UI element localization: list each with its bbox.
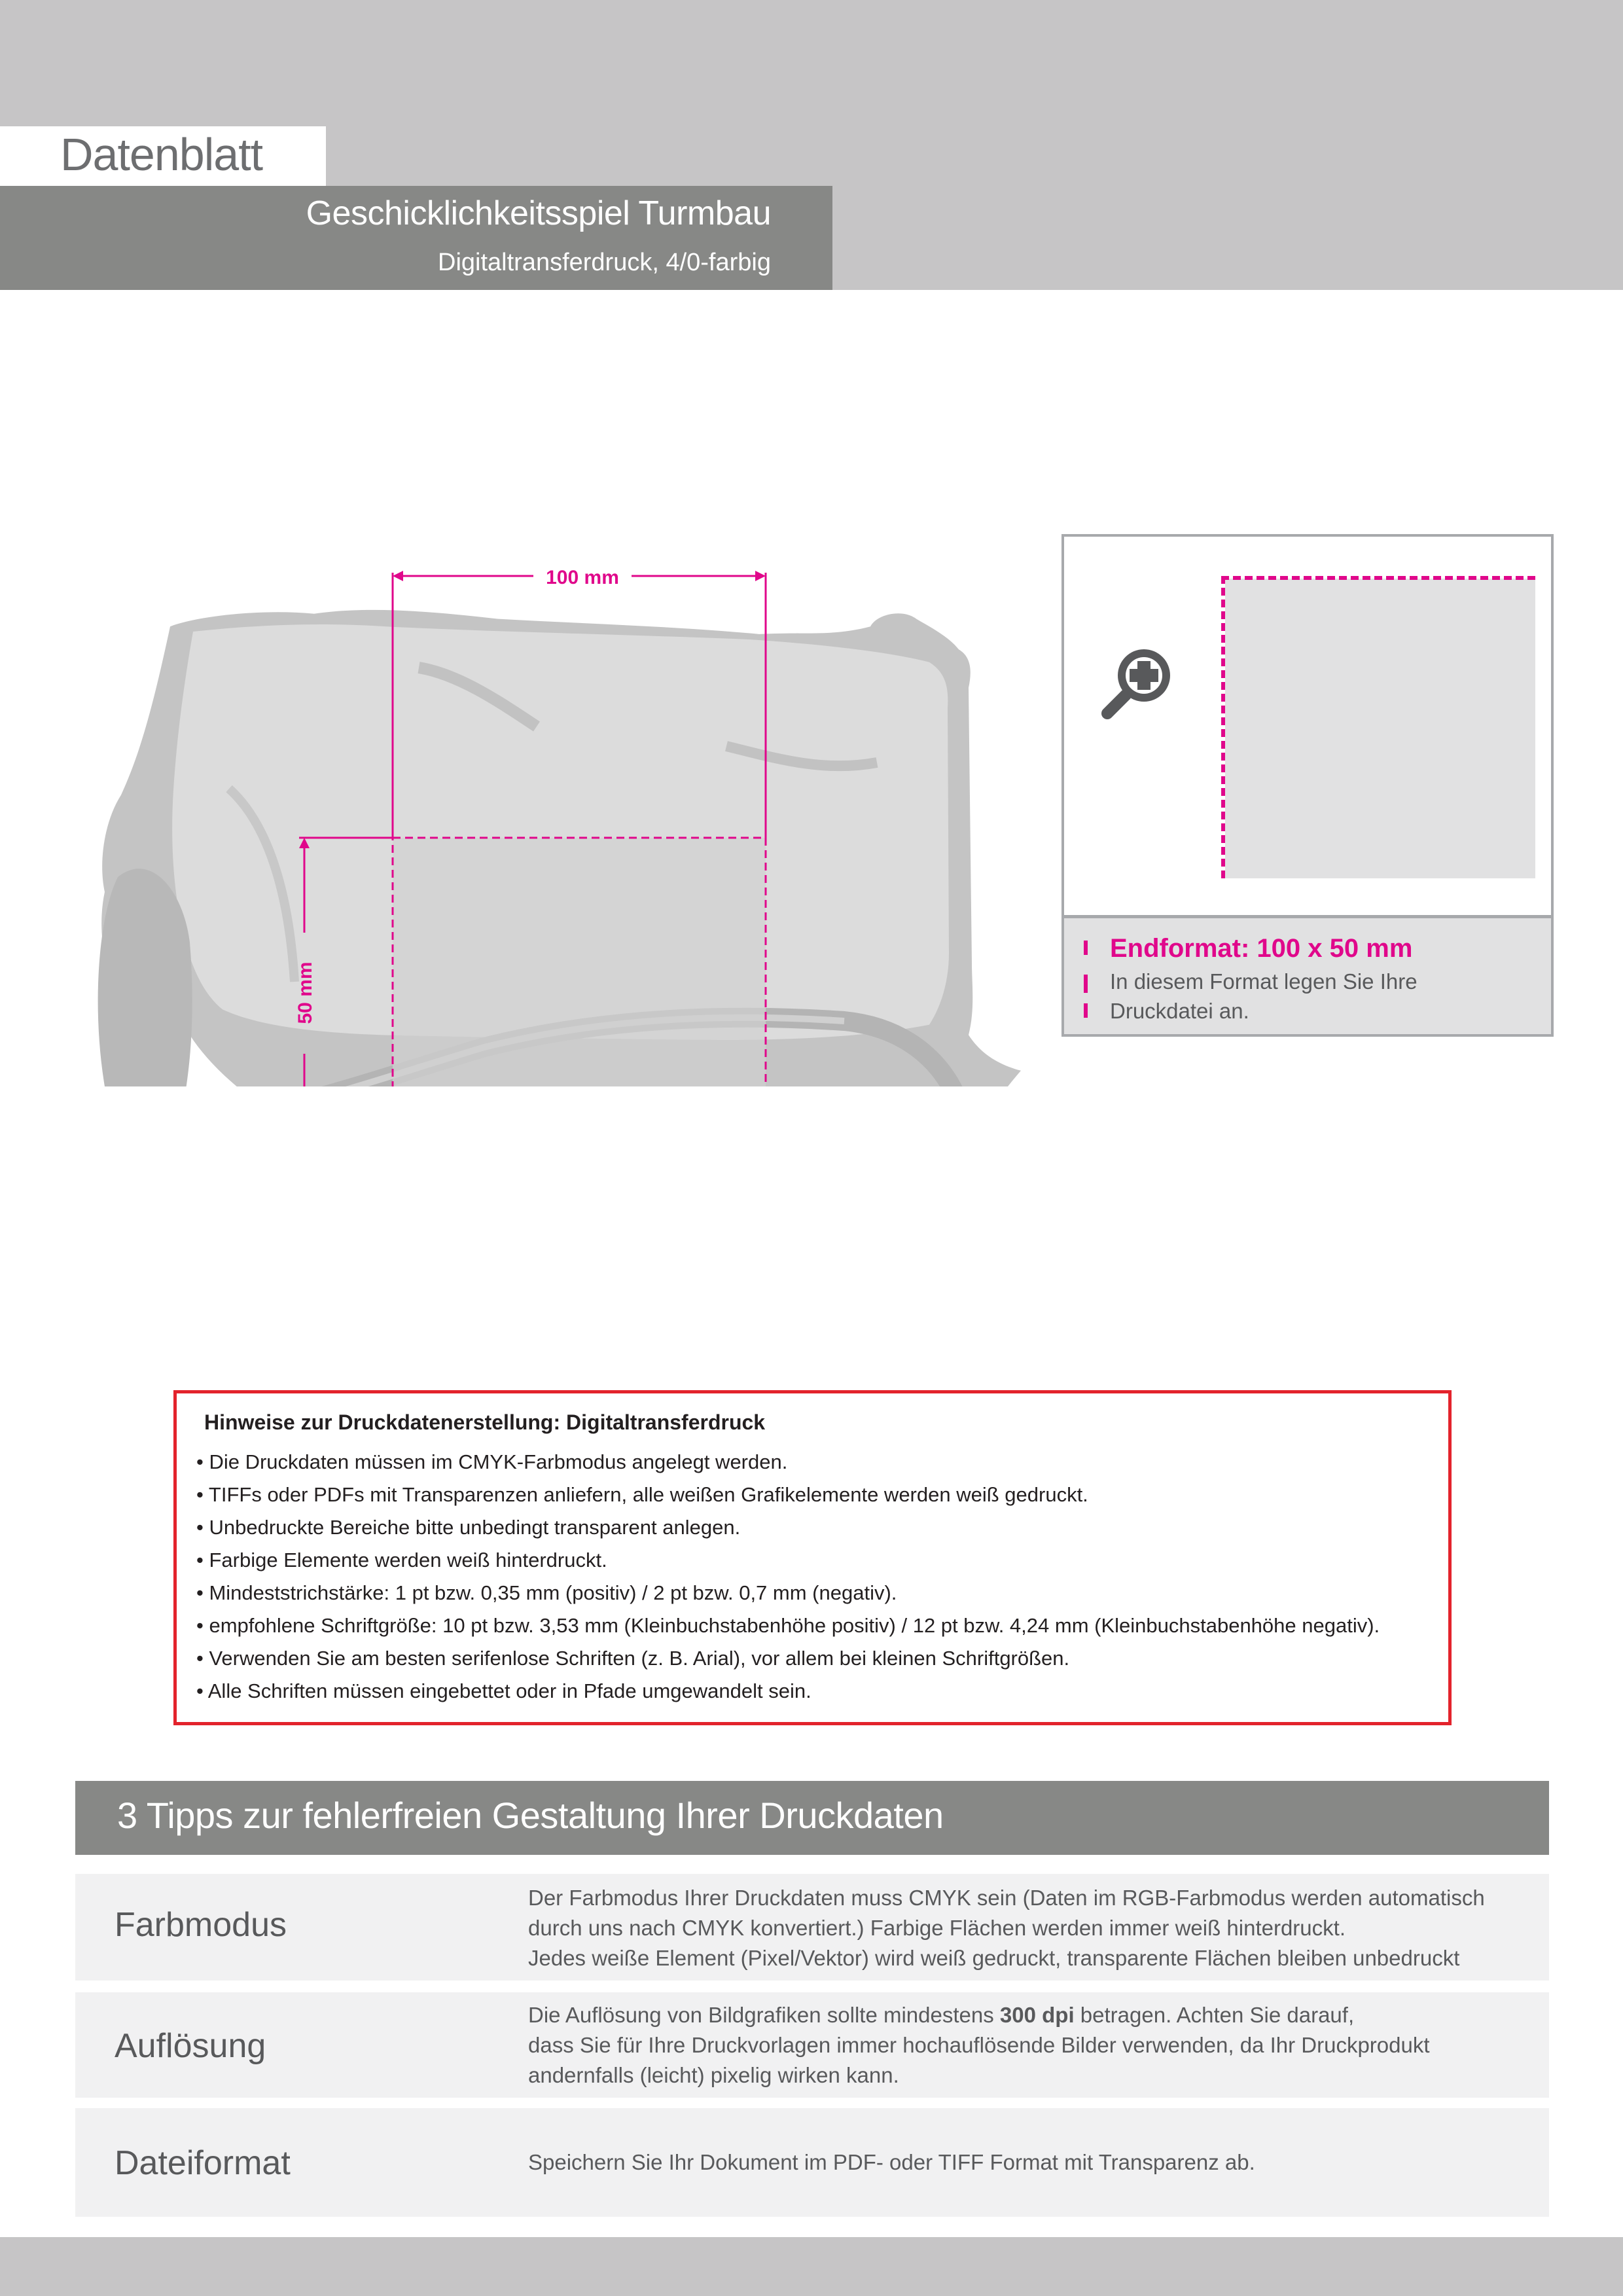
product-illustration bbox=[92, 511, 1034, 1086]
tip-text-line: andernfalls (leicht) pixelig wirken kann. bbox=[528, 2063, 899, 2087]
tip-text-line: Jedes weiße Element (Pixel/Vektor) wird weiß gedruckt, transparente Flächen bleiben unbedruckt bbox=[528, 1946, 1460, 1970]
footer-band bbox=[0, 2237, 1623, 2296]
tip-text-line bbox=[528, 2000, 1536, 2030]
preview-trim-line-left bbox=[1221, 576, 1225, 878]
hint-item: • Unbedruckte Bereiche bitte unbedingt transparent anlegen. bbox=[196, 1516, 741, 1539]
hint-item: • Die Druckdaten müssen im CMYK-Farbmodus angelegt werden. bbox=[196, 1450, 788, 1473]
preview-canvas bbox=[1064, 537, 1551, 915]
format-preview-panel bbox=[1061, 534, 1554, 1037]
width-arrow-right bbox=[755, 571, 766, 581]
accent-bar bbox=[1084, 975, 1088, 993]
tip-label: Auflösung bbox=[115, 2027, 266, 2065]
height-label: 50 mm bbox=[294, 961, 316, 1024]
endformat-info bbox=[1064, 915, 1551, 1034]
tip-text-line: Speichern Sie Ihr Dokument im PDF- oder TIFF Format mit Transparenz ab. bbox=[528, 2150, 1255, 2174]
hints-title: Hinweise zur Druckdatenerstellung: Digitaltransferdruck bbox=[204, 1410, 766, 1434]
hint-item: • Verwenden Sie am besten serifenlose Schriften (z. B. Arial), vor allem bei kleinen Schriftgrößen. bbox=[196, 1647, 1070, 1670]
width-arrow-left bbox=[393, 571, 403, 581]
tips-header bbox=[75, 1781, 1549, 1855]
preview-trim-line-top bbox=[1221, 576, 1535, 580]
accent-bar bbox=[1084, 941, 1088, 955]
tip-text bbox=[528, 2147, 1536, 2178]
hint-item: • Alle Schriften müssen eingebettet oder in Pfade umgewandelt sein. bbox=[196, 1679, 812, 1702]
hint-item: • Mindeststrichstärke: 1 pt bzw. 0,35 mm (positiv) / 2 pt bzw. 0,7 mm (negativ). bbox=[196, 1581, 897, 1604]
tip-text bbox=[528, 2000, 1536, 2090]
preview-print-area bbox=[1225, 579, 1535, 878]
tip-text-span: betragen. Achten Sie darauf, bbox=[1074, 2003, 1355, 2027]
zoom-in-icon[interactable] bbox=[1096, 643, 1179, 726]
tip-row-farbmodus bbox=[75, 1874, 1549, 1981]
tip-text-line: dass Sie für Ihre Druckvorlagen immer hochauflösende Bilder verwenden, da Ihr Druckprodukt bbox=[528, 2033, 1430, 2057]
doc-type-title: Datenblatt bbox=[60, 129, 263, 180]
hint-item: • Farbige Elemente werden weiß hinterdruckt. bbox=[196, 1549, 607, 1571]
tip-label: Farbmodus bbox=[115, 1906, 287, 1944]
hints-list bbox=[196, 1446, 1380, 1708]
tip-label: Dateiformat bbox=[115, 2144, 291, 2182]
tips-title: 3 Tipps zur fehlerfreien Gestaltung Ihrer Druckdaten bbox=[117, 1795, 944, 1836]
endformat-description bbox=[1110, 967, 1503, 1026]
endformat-description-line: Druckdatei an. bbox=[1110, 999, 1249, 1023]
print-hints-box bbox=[173, 1390, 1452, 1725]
hint-item: • empfohlene Schriftgröße: 10 pt bzw. 3,53 mm (Kleinbuchstabenhöhe positiv) / 12 pt bzw. 4,24 mm (Kleinbuchstabenhöhe negativ). bbox=[196, 1614, 1380, 1637]
product-name: Geschicklichkeitsspiel Turmbau bbox=[306, 194, 771, 232]
tip-text-line: Der Farbmodus Ihrer Druckdaten muss CMYK sein (Daten im RGB-Farbmodus werden automatisch bbox=[528, 1886, 1485, 1910]
tip-row-dateiformat bbox=[75, 2108, 1549, 2217]
tip-text-line: durch uns nach CMYK konvertiert.) Farbige Flächen werden immer weiß hinterdruckt. bbox=[528, 1916, 1346, 1940]
print-method: Digitaltransferdruck, 4/0-farbig bbox=[438, 249, 771, 276]
print-area bbox=[393, 838, 766, 1086]
endformat-label: Endformat: 100 x 50 mm bbox=[1110, 934, 1413, 963]
tip-text-emphasis: 300 dpi bbox=[999, 2003, 1075, 2027]
tip-row-aufloesung bbox=[75, 1992, 1549, 2098]
endformat-description-line: In diesem Format legen Sie Ihre bbox=[1110, 969, 1418, 994]
tip-text bbox=[528, 1883, 1536, 1973]
accent-bar bbox=[1084, 1003, 1088, 1018]
width-label: 100 mm bbox=[546, 567, 619, 588]
hint-item: • TIFFs oder PDFs mit Transparenzen anliefern, alle weißen Grafikelemente werden weiß gedruckt. bbox=[196, 1483, 1088, 1506]
tip-text-span: Die Auflösung von Bildgrafiken sollte mindestens bbox=[528, 2003, 1000, 2027]
